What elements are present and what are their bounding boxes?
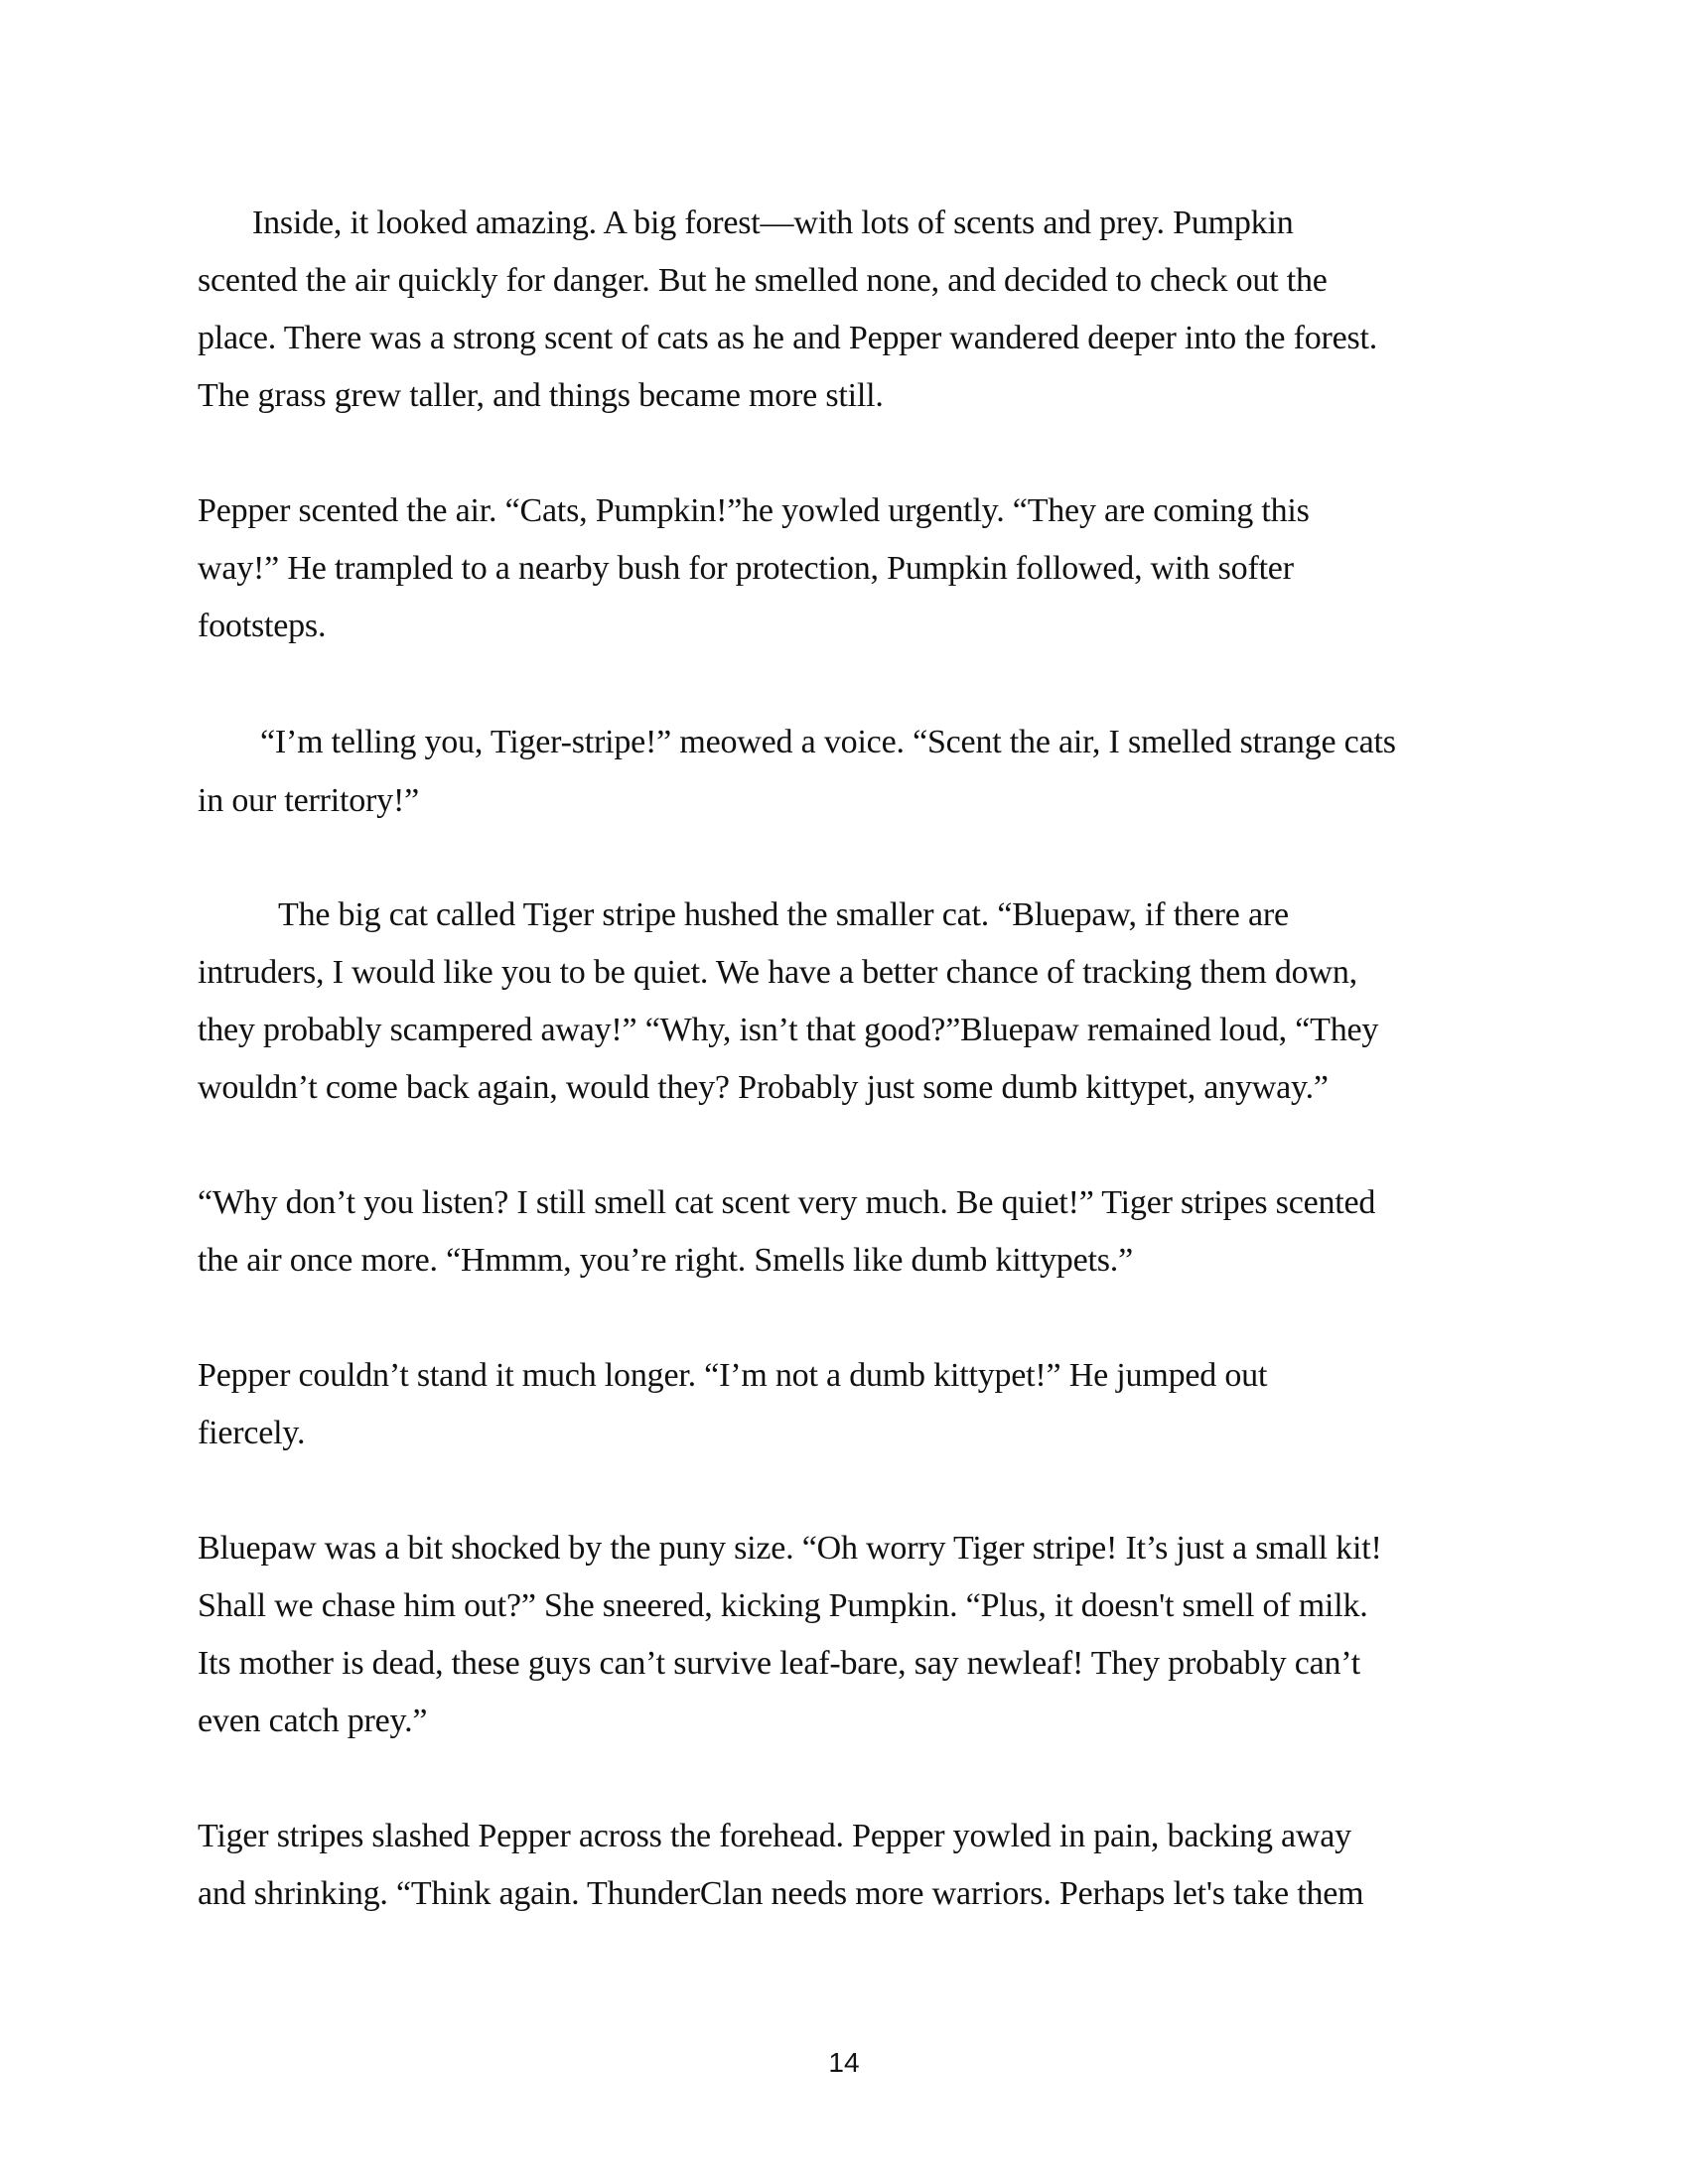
text-line: intruders, I would like you to be quiet. We have a better chance of tracking them down, xyxy=(198,954,1357,991)
text-line: in our territory!” xyxy=(198,782,419,819)
page-number: 14 xyxy=(828,2047,860,2078)
text-line: place. There was a strong scent of cats as he and Pepper wandered deeper into the forest. xyxy=(198,320,1378,356)
text-line: they probably scampered away!” “Why, isn’t that good?”Bluepaw remained loud, “They xyxy=(198,1012,1379,1048)
text-line: footsteps. xyxy=(198,608,327,644)
text-line: Shall we chase him out?” She sneered, kicking Pumpkin. “Plus, it doesn't smell of milk. xyxy=(198,1587,1368,1624)
text-line: Bluepaw was a bit shocked by the puny size. “Oh worry Tiger stripe! It’s just a small kit! xyxy=(198,1530,1382,1567)
text-line: wouldn’t come back again, would they? Probably just some dumb kittypet, anyway.” xyxy=(198,1069,1329,1106)
text-line: The grass grew taller, and things became more still. xyxy=(198,377,884,414)
text-line: Its mother is dead, these guys can’t survive leaf-bare, say newleaf! They probably can’t xyxy=(198,1645,1361,1682)
text-line: and shrinking. “Think again. ThunderClan needs more warriors. Perhaps let's take them xyxy=(198,1875,1364,1912)
text-line: “Why don’t you listen? I still smell cat scent very much. Be quiet!” Tiger stripes scented xyxy=(198,1184,1376,1221)
text-line: fiercely. xyxy=(198,1415,306,1451)
text-line: Pepper scented the air. “Cats, Pumpkin!”he yowled urgently. “They are coming this xyxy=(198,492,1310,529)
text-line: the air once more. “Hmmm, you’re right. Smells like dumb kittypets.” xyxy=(198,1242,1133,1279)
text-line: way!” He trampled to a nearby bush for protection, Pumpkin followed, with softer xyxy=(198,550,1294,587)
text-line: “I’m telling you, Tiger-stripe!” meowed a voice. “Scent the air, I smelled strange cats xyxy=(260,724,1396,760)
text-line: scented the air quickly for danger. But he smelled none, and decided to check out the xyxy=(198,262,1328,299)
text-line: Inside, it looked amazing. A big forest—with lots of scents and prey. Pumpkin xyxy=(252,205,1294,241)
text-line: Pepper couldn’t stand it much longer. “I’m not a dumb kittypet!” He jumped out xyxy=(198,1357,1268,1394)
text-line: The big cat called Tiger stripe hushed the smaller cat. “Bluepaw, if there are xyxy=(278,896,1289,933)
text-line: Tiger stripes slashed Pepper across the forehead. Pepper yowled in pain, backing away xyxy=(198,1818,1351,1854)
text-line: even catch prey.” xyxy=(198,1703,428,1739)
